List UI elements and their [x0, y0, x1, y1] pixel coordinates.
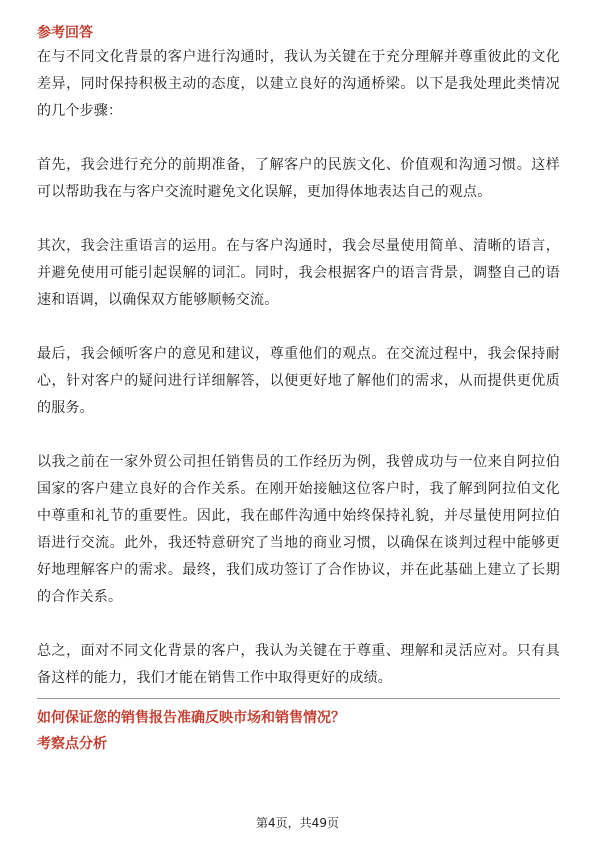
paragraph-example: 以我之前在一家外贸公司担任销售员的工作经历为例，我曾成功与一位来自阿拉伯国家的客户建立良好的合作关系。在刚开始接触这位客户时，我了解到阿拉伯文化中尊重和礼节的重要性。因此，我在邮件沟通中始终保持礼貌，并尽量使用阿拉伯语进行交流。此外，我还特意研究了当地的商业习惯，以确保在谈判过程中能够更好地理解客户的需求。最终，我们成功签订了合作协议，并在此基础上建立了长期的合作关系。 [37, 454, 560, 605]
paragraph-conclusion: 总之，面对不同文化背景的客户，我认为关键在于尊重、理解和灵活应对。只有具备这样的能力，我们才能在销售工作中取得更好的成绩。 [37, 643, 560, 686]
paragraph-gap [37, 314, 560, 341]
paragraph-last: 最后，我会倾听客户的意见和建议，尊重他们的观点。在交流过程中，我会保持耐心，针对客户的疑问进行详细解答，以便更好地了解他们的需求，从而提供更优质的服务。 [37, 346, 560, 416]
next-question-title: 如何保证您的销售报告准确反映市场和销售情况？ [37, 710, 345, 726]
paragraph-second: 其次，我会注重语言的运用。在与客户沟通时，我会尽量使用简单、清晰的语言，并避免使用可能引起误解的词汇。同时，我会根据客户的语言背景，调整自己的语速和语调，以确保双方能够顺畅交流。 [37, 238, 560, 308]
section-title: 参考回答 [37, 25, 93, 41]
paragraph-gap [37, 206, 560, 233]
paragraph-first: 首先，我会进行充分的前期准备，了解客户的民族文化、价值观和沟通习惯。这样可以帮助我在与客户交流时避免文化误解，更加得体地表达自己的观点。 [37, 157, 560, 200]
page-footer: 第4页，共49页 [256, 816, 339, 830]
paragraph-gap [37, 611, 560, 638]
paragraph-gap [37, 422, 560, 449]
page-content [37, 22, 560, 757]
paragraph-gap [37, 125, 560, 152]
analysis-subheading: 考察点分析 [37, 736, 107, 752]
paragraph-intro: 在与不同文化背景的客户进行沟通时，我认为关键在于充分理解并尊重彼此的文化差异，同时保持积极主动的态度，以建立良好的沟通桥梁。以下是我处理此类情况的几个步骤： [37, 49, 560, 119]
section-divider [37, 698, 560, 699]
